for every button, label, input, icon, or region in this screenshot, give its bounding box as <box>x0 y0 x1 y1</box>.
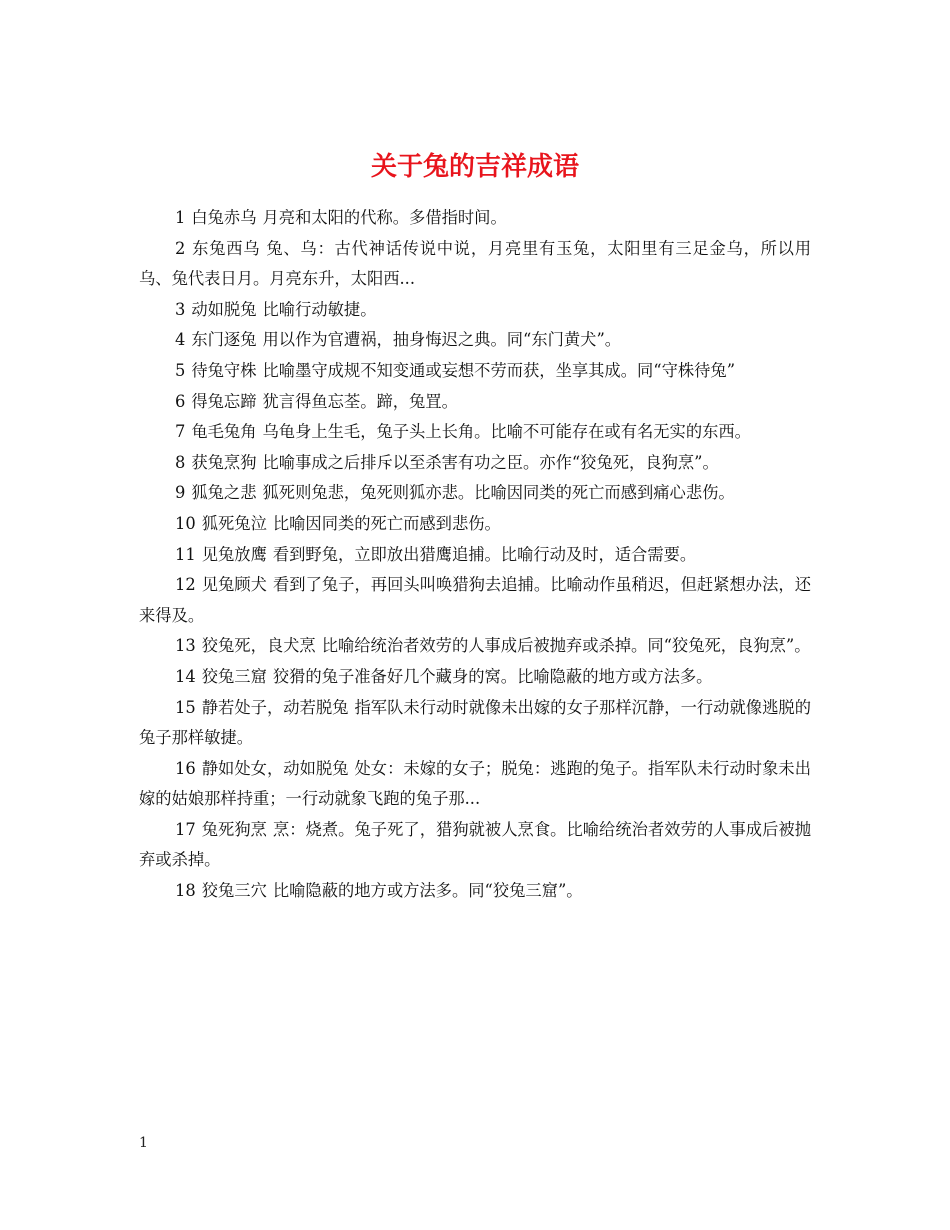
idiom-term: 得兔忘蹄 <box>191 391 257 411</box>
idiom-definition: 犹言得鱼忘荃。蹄，兔罝。 <box>262 391 458 411</box>
idiom-definition: 狡猾的兔子准备好几个藏身的窝。比喻隐蔽的地方或方法多。 <box>272 666 713 686</box>
idiom-entry <box>139 662 811 693</box>
entry-number: 6 <box>175 391 186 411</box>
idiom-term: 见兔顾犬 <box>201 575 267 595</box>
idiom-entry <box>139 570 811 631</box>
idiom-list <box>139 203 811 907</box>
entry-number: 9 <box>175 483 186 503</box>
entry-number: 11 <box>175 544 196 564</box>
idiom-entry <box>139 815 811 876</box>
idiom-entry <box>139 631 811 662</box>
idiom-definition: 看到了兔子，再回头叫唤猎狗去追捕。比喻动作虽稍迟，但赶紧想办法，还来得及。 <box>139 575 811 625</box>
entry-number: 3 <box>175 299 186 319</box>
idiom-term: 待兔守株 <box>191 360 257 380</box>
idiom-definition: 兔、乌：古代神话传说中说，月亮里有玉兔，太阳里有三足金乌，所以用乌、兔代表日月。月亮东升，太阳西... <box>139 238 811 289</box>
idiom-term: 狐兔之悲 <box>191 483 257 503</box>
idiom-term: 静如处女，动如脱兔 <box>201 758 349 778</box>
entry-number: 16 <box>175 758 196 778</box>
idiom-definition: 看到野兔，立即放出猎鹰追捕。比喻行动及时，适合需要。 <box>272 544 697 564</box>
entry-number: 2 <box>175 238 186 258</box>
idiom-term: 动如脱兔 <box>191 299 257 319</box>
idiom-entry <box>139 754 811 815</box>
idiom-term: 龟毛兔角 <box>191 422 257 442</box>
entry-number: 8 <box>175 452 186 472</box>
page-number: 1 <box>139 1135 148 1151</box>
idiom-entry <box>139 234 811 295</box>
idiom-entry <box>139 693 811 754</box>
idiom-definition: 比喻行动敏捷。 <box>262 299 377 319</box>
idiom-term: 见兔放鹰 <box>201 544 267 564</box>
idiom-term: 获兔烹狗 <box>191 452 257 472</box>
idiom-term: 狡兔死，良犬烹 <box>201 636 316 656</box>
idiom-entry <box>139 387 811 418</box>
entry-number: 18 <box>175 881 196 901</box>
idiom-term: 狡兔三穴 <box>201 881 267 901</box>
entry-number: 5 <box>175 360 186 380</box>
idiom-definition: 比喻墨守成规不知变通或妄想不劳而获，坐享其成。同“守株待兔” <box>262 360 736 380</box>
idiom-entry <box>139 876 811 907</box>
idiom-entry <box>139 540 811 571</box>
entry-number: 17 <box>175 819 196 839</box>
idiom-entry <box>139 295 811 326</box>
idiom-term: 白兔赤乌 <box>191 208 257 227</box>
idiom-entry <box>139 325 811 356</box>
idiom-term: 狐死兔泣 <box>201 513 267 533</box>
entry-number: 12 <box>175 575 196 595</box>
idiom-definition: 比喻事成之后排斥以至杀害有功之臣。亦作“狡兔死，良狗烹”。 <box>262 452 719 472</box>
idiom-definition: 比喻给统治者效劳的人事成后被抛弃或杀掉。同“狡兔死，良狗烹”。 <box>321 636 811 656</box>
idiom-definition: 比喻因同类的死亡而感到悲伤。 <box>272 513 501 533</box>
idiom-definition: 用以作为官遭祸，抽身悔迟之典。同“东门黄犬”。 <box>262 330 622 350</box>
idiom-definition: 乌龟身上生毛，兔子头上长角。比喻不可能存在或有名无实的东西。 <box>262 422 751 442</box>
entry-number: 7 <box>175 422 186 442</box>
entry-number: 10 <box>175 513 196 533</box>
idiom-term: 兔死狗烹 <box>201 819 267 839</box>
idiom-term: 东兔西乌 <box>191 238 261 258</box>
document-title: 关于兔的吉祥成语 <box>370 152 579 183</box>
entry-number: 15 <box>175 697 196 717</box>
idiom-term: 静若处子，动若脱兔 <box>201 697 349 717</box>
idiom-definition: 指军队未行动时就像未出嫁的女子那样沉静，一行动就像逃脱的兔子那样敏捷。 <box>139 697 811 748</box>
idiom-entry <box>139 203 811 234</box>
idiom-definition: 狐死则兔悲，兔死则狐亦悲。比喻因同类的死亡而感到痛心悲伤。 <box>262 483 735 503</box>
idiom-definition: 处女：未嫁的女子；脱兔：逃跑的兔子。指军队未行动时象未出嫁的姑娘那样持重；一行动就象飞跑的兔子那... <box>139 758 811 809</box>
idiom-entry <box>139 509 811 540</box>
idiom-entry <box>139 478 811 509</box>
entry-number: 13 <box>175 636 196 656</box>
idiom-entry <box>139 448 811 479</box>
entry-number: 4 <box>175 330 186 350</box>
idiom-entry <box>139 356 811 387</box>
idiom-term: 狡兔三窟 <box>201 666 267 686</box>
idiom-entry <box>139 417 811 448</box>
idiom-term: 东门逐兔 <box>191 330 257 350</box>
entry-number: 1 <box>175 208 186 227</box>
idiom-definition: 比喻隐蔽的地方或方法多。同“狡兔三窟”。 <box>272 881 583 901</box>
idiom-definition: 月亮和太阳的代称。多借指时间。 <box>262 208 507 227</box>
entry-number: 14 <box>175 666 196 686</box>
idiom-definition: 烹：烧煮。兔子死了，猎狗就被人烹食。比喻给统治者效劳的人事成后被抛弃或杀掉。 <box>139 819 811 870</box>
